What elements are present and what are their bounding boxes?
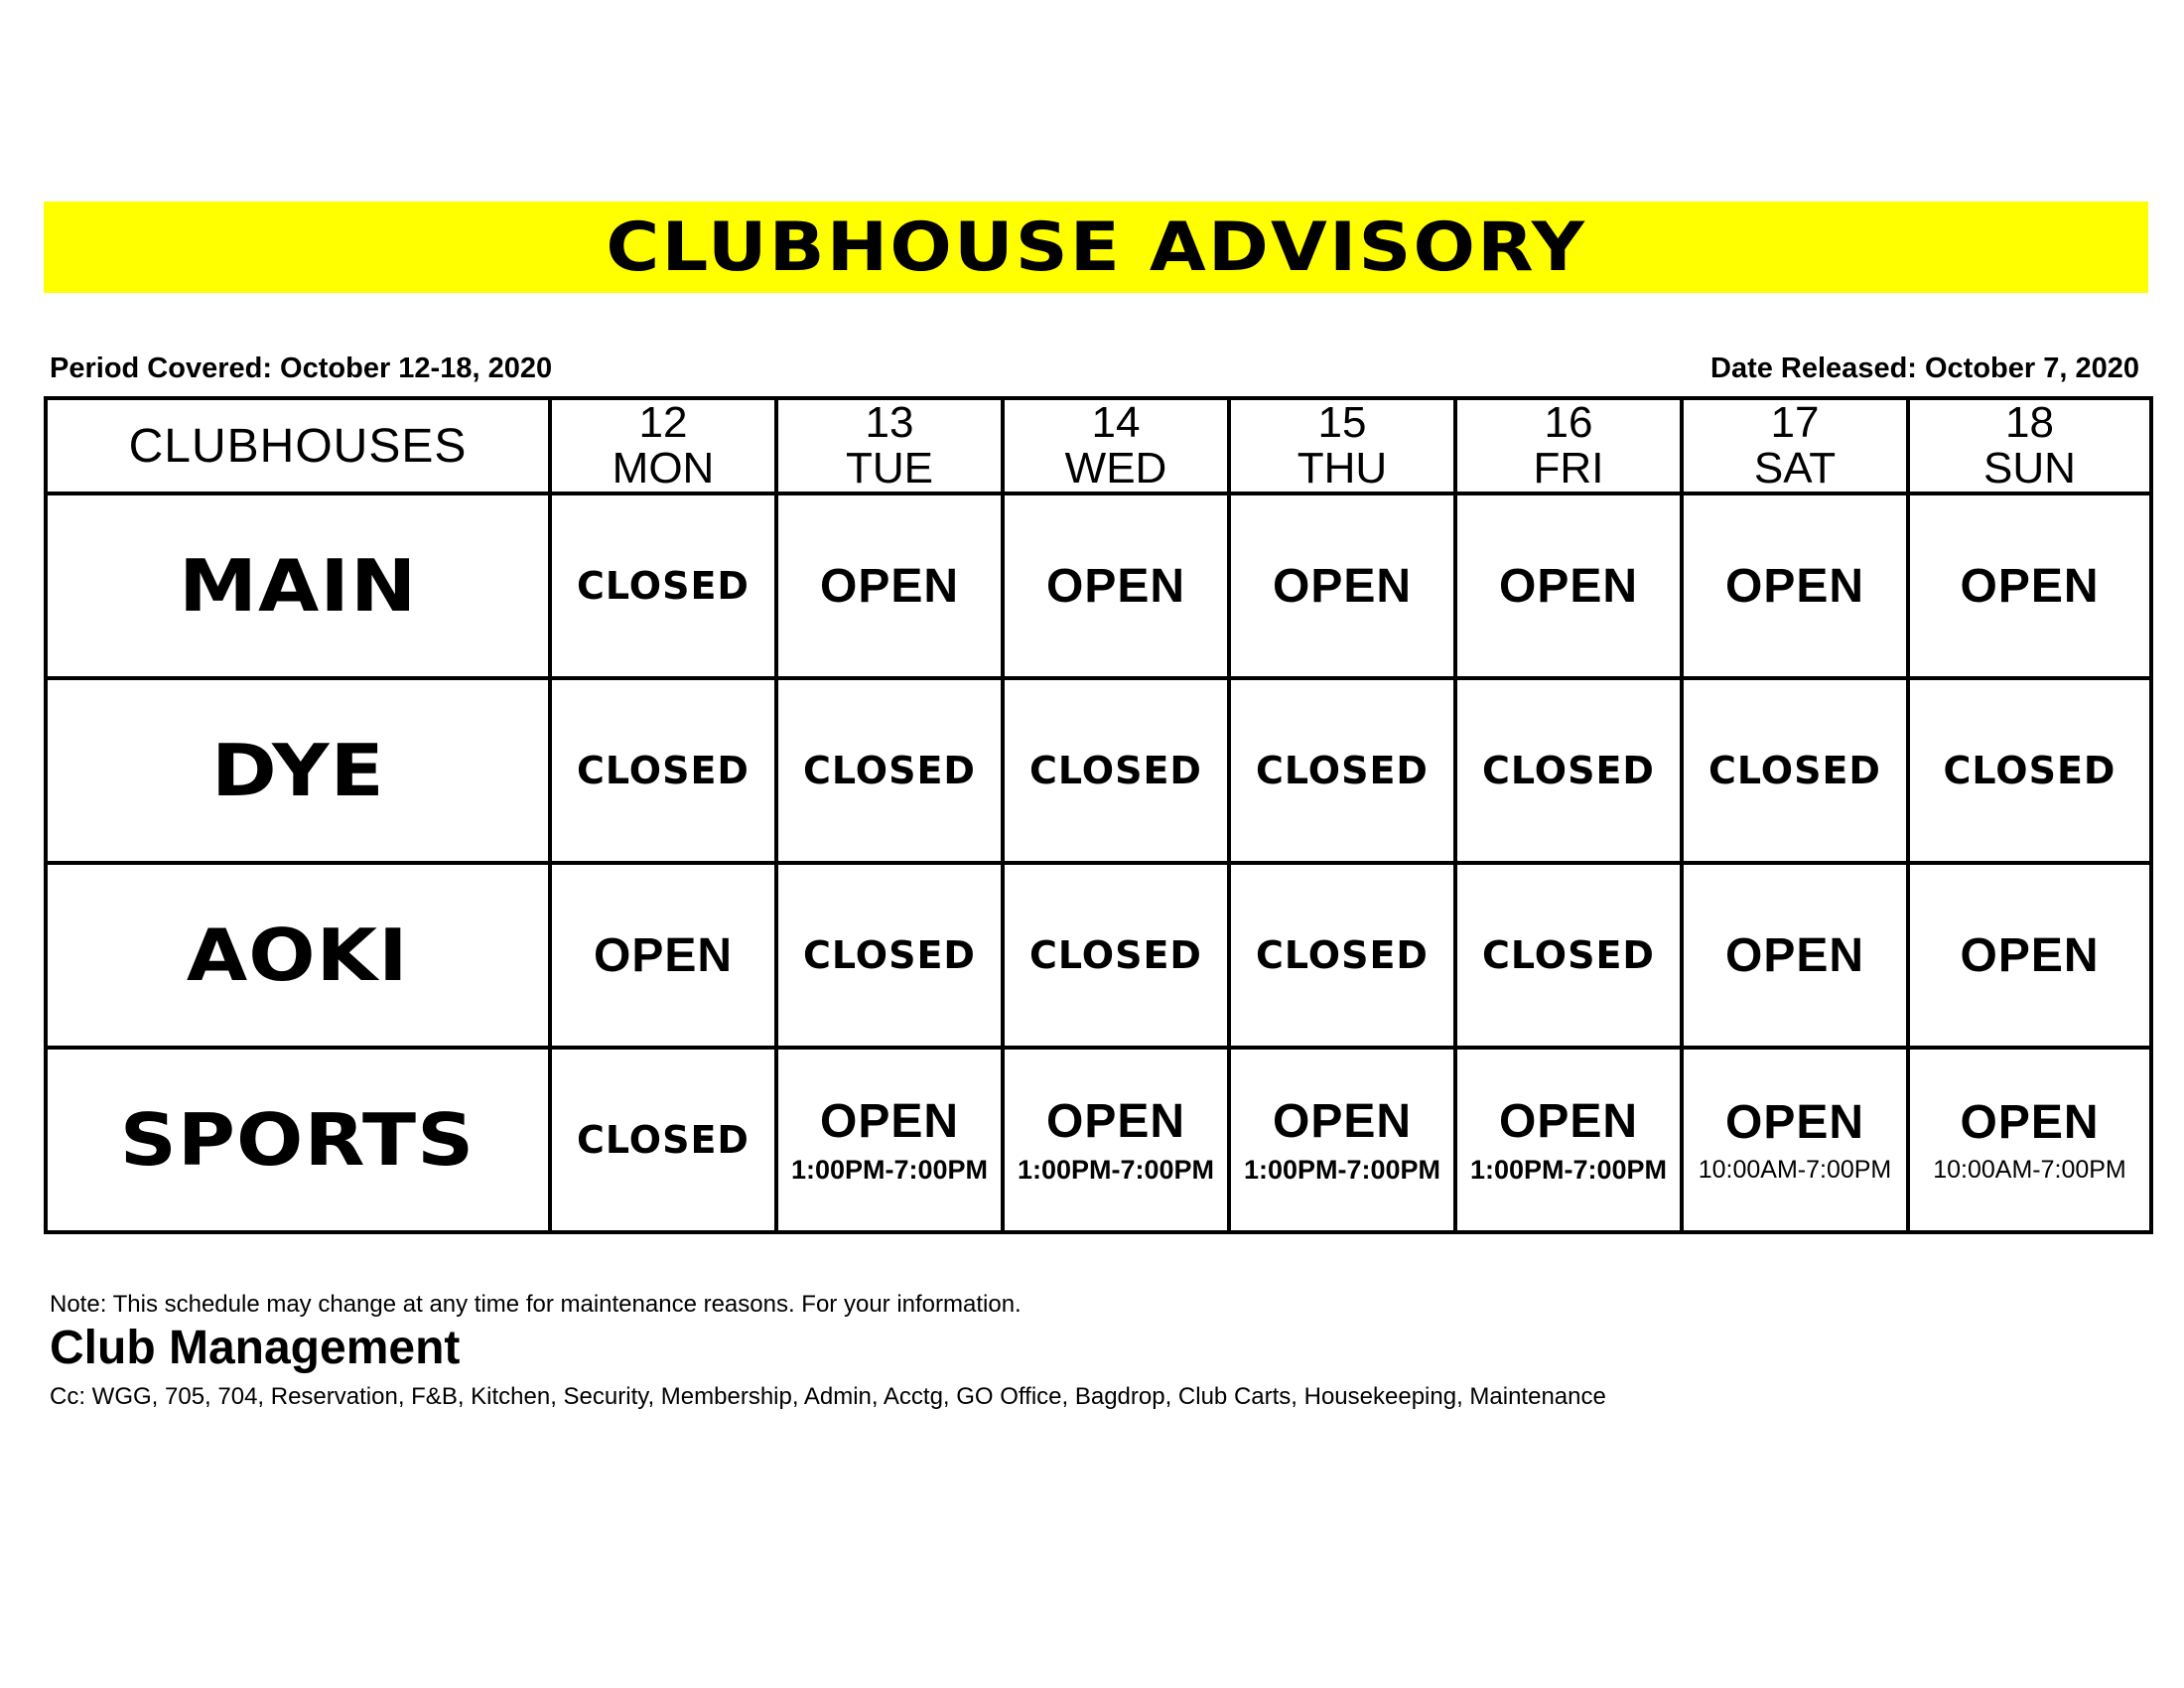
- day-number: 12: [638, 398, 688, 447]
- header-day: [1229, 398, 1455, 493]
- status-text: CLOSED: [1029, 933, 1202, 977]
- day-number: 15: [1317, 398, 1367, 447]
- page-title: CLUBHOUSE ADVISORY: [606, 208, 1586, 287]
- status-cell: [776, 863, 1003, 1048]
- header-day: [550, 398, 776, 493]
- status-text: CLOSED: [1029, 749, 1202, 792]
- day-name: TUE: [846, 444, 933, 492]
- header-day: [1455, 398, 1682, 493]
- status-cell: [1682, 1048, 1908, 1232]
- status-cell: [1229, 1048, 1455, 1232]
- status-text: OPEN: [1498, 559, 1639, 613]
- status-cell: [1003, 678, 1229, 863]
- status-text: OPEN: [1960, 559, 2100, 613]
- status-text: CLOSED: [1943, 749, 2116, 792]
- status-text: OPEN: [1272, 1095, 1413, 1148]
- table-row: [46, 493, 2151, 678]
- hours-text: 1:00PM-7:00PM: [790, 1155, 989, 1185]
- clubhouse-name-cell: [46, 1048, 550, 1232]
- clubhouse-name: MAIN: [178, 544, 418, 628]
- header-day: [776, 398, 1003, 493]
- status-cell: [776, 678, 1003, 863]
- status-cell: [1682, 678, 1908, 863]
- status-cell: [1682, 863, 1908, 1048]
- status-text: OPEN: [1724, 559, 1865, 613]
- clubhouse-name: SPORTS: [120, 1098, 476, 1182]
- table-row: [46, 1048, 2151, 1232]
- hours-text: 1:00PM-7:00PM: [1469, 1155, 1668, 1185]
- status-cell: [1455, 493, 1682, 678]
- header-row: [46, 398, 2151, 493]
- table-row: [46, 863, 2151, 1048]
- day-number: 16: [1544, 398, 1593, 447]
- status-cell: [1455, 1048, 1682, 1232]
- status-cell: [776, 493, 1003, 678]
- status-cell: [1003, 493, 1229, 678]
- status-cell: [776, 1048, 1003, 1232]
- table-row: [46, 678, 2151, 863]
- status-cell: [1229, 678, 1455, 863]
- status-text: CLOSED: [1256, 749, 1429, 792]
- status-text: OPEN: [1045, 1095, 1186, 1148]
- status-text: OPEN: [1724, 1096, 1865, 1149]
- status-text: OPEN: [1724, 928, 1865, 982]
- status-cell: [550, 1048, 776, 1232]
- day-name: FRI: [1533, 444, 1604, 492]
- status-cell: [1908, 493, 2151, 678]
- clubhouse-name-cell: [46, 863, 550, 1048]
- status-text: CLOSED: [1482, 933, 1655, 977]
- schedule-body: [46, 493, 2151, 1232]
- status-text: CLOSED: [577, 1118, 750, 1162]
- status-cell: [1229, 863, 1455, 1048]
- status-text: OPEN: [819, 1095, 960, 1148]
- header-day: [1908, 398, 2151, 493]
- status-cell: [1682, 493, 1908, 678]
- schedule-note: Note: This schedule may change at any time for maintenance reasons. For your information.: [50, 1291, 1022, 1318]
- status-cell: [550, 493, 776, 678]
- status-text: OPEN: [1272, 559, 1413, 613]
- status-cell: [1003, 1048, 1229, 1232]
- status-text: OPEN: [819, 559, 960, 613]
- cc-list: Cc: WGG, 705, 704, Reservation, F&B, Kitchen, Security, Membership, Admin, Acctg, GO Office, Bagdrop, Club Carts, Housekeeping, Maintenance: [50, 1383, 1606, 1410]
- hours-text: 1:00PM-7:00PM: [1017, 1155, 1215, 1185]
- schedule-table: [44, 396, 2153, 1234]
- day-name: THU: [1297, 444, 1388, 492]
- status-cell: [1908, 678, 2151, 863]
- status-cell: [1908, 1048, 2151, 1232]
- status-text: CLOSED: [803, 933, 976, 977]
- header-clubhouses: CLUBHOUSES: [46, 398, 550, 493]
- day-name: MON: [612, 444, 715, 492]
- clubhouse-name: DYE: [210, 729, 385, 812]
- day-name: SAT: [1753, 444, 1837, 492]
- status-text: CLOSED: [577, 749, 750, 792]
- status-text: CLOSED: [1256, 933, 1429, 977]
- day-number: 13: [865, 398, 914, 447]
- signature: Club Management: [50, 1322, 461, 1374]
- day-number: 14: [1091, 398, 1141, 447]
- status-text: CLOSED: [1708, 749, 1881, 792]
- status-cell: [1003, 863, 1229, 1048]
- status-text: CLOSED: [803, 749, 976, 792]
- hours-text: 10:00AM-7:00PM: [1698, 1156, 1892, 1184]
- status-cell: [1908, 863, 2151, 1048]
- status-text: OPEN: [593, 928, 734, 982]
- hours-text: 10:00AM-7:00PM: [1933, 1156, 2126, 1184]
- status-cell: [1229, 493, 1455, 678]
- day-number: 17: [1770, 398, 1820, 447]
- day-name: WED: [1064, 444, 1167, 492]
- status-cell: [1455, 678, 1682, 863]
- clubhouse-name: AOKI: [187, 914, 409, 997]
- day-number: 18: [2005, 398, 2054, 447]
- clubhouse-name-cell: [46, 493, 550, 678]
- header-day: [1003, 398, 1229, 493]
- status-cell: [550, 863, 776, 1048]
- status-text: OPEN: [1045, 559, 1186, 613]
- status-text: OPEN: [1960, 928, 2100, 982]
- date-released: Date Released: October 7, 2020: [1710, 352, 2139, 384]
- status-text: CLOSED: [577, 564, 750, 608]
- status-text: OPEN: [1498, 1095, 1639, 1148]
- status-text: OPEN: [1960, 1096, 2100, 1149]
- status-cell: [550, 678, 776, 863]
- title-banner: [44, 202, 2148, 293]
- clubhouse-name-cell: [46, 678, 550, 863]
- day-name: SUN: [1983, 444, 2076, 492]
- hours-text: 1:00PM-7:00PM: [1243, 1155, 1441, 1185]
- header-day: [1682, 398, 1908, 493]
- period-covered: Period Covered: October 12-18, 2020: [50, 352, 553, 384]
- status-cell: [1455, 863, 1682, 1048]
- status-text: CLOSED: [1482, 749, 1655, 792]
